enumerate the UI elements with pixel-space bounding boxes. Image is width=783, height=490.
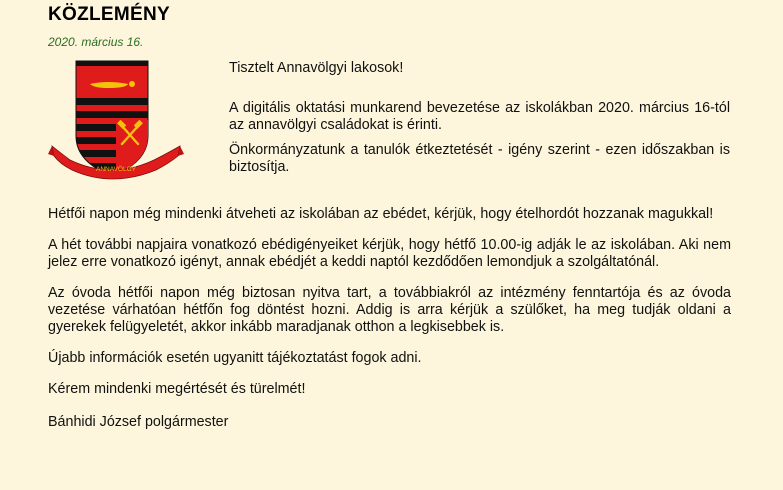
crest-banner-text: ANNAVÖLGY	[96, 166, 136, 173]
page-title: KÖZLEMÉNY	[48, 4, 170, 25]
greeting: Tisztelt Annavölgyi lakosok!	[229, 60, 404, 76]
closing: Kérem mindenki megértését és türelmét!	[48, 381, 306, 397]
paragraph: Önkormányzatunk a tanulók étkeztetését - igény szerint - ezen időszakban is biztosítja.	[229, 142, 730, 175]
paragraph: A digitális oktatási munkarend bevezetése az iskolákban 2020. március 16-tól az annavölgyi családokat is érinti.	[229, 100, 730, 133]
signature: Bánhidi József polgármester	[48, 414, 229, 430]
paragraph: Újabb információk esetén ugyanitt tájékoztatást fogok adni.	[48, 350, 422, 366]
body-section	[48, 206, 731, 445]
intro-section	[229, 60, 730, 176]
paragraph: A hét további napjaira vonatkozó ebédigényeiket kérjük, hogy hétfő 10.00-ig adják le az iskolában. Aki nem jelez erre vonatkozó igényt, annak ebédjét a keddi naptól kezdődően lemondjuk a szolgáltatónál.	[48, 237, 731, 270]
paragraph: Hétfői napon még mindenki átveheti az iskolában az ebédet, kérjük, hogy ételhordót hozzanak magukkal!	[48, 206, 714, 222]
coat-of-arms-icon	[48, 58, 184, 180]
paragraph: Az óvoda hétfői napon még biztosan nyitva tart, a továbbiakról az intézmény fenntartója és az óvoda vezetése várhatóan hétfőn fog döntést hozni. Addig is arra kérjük a szülőket, ha meg tudják oldani a gyerekek felügyeletét, akkor inkább maradjanak otthon a legkisebbek is.	[48, 285, 731, 335]
publish-date: 2020. március 16.	[48, 35, 144, 49]
